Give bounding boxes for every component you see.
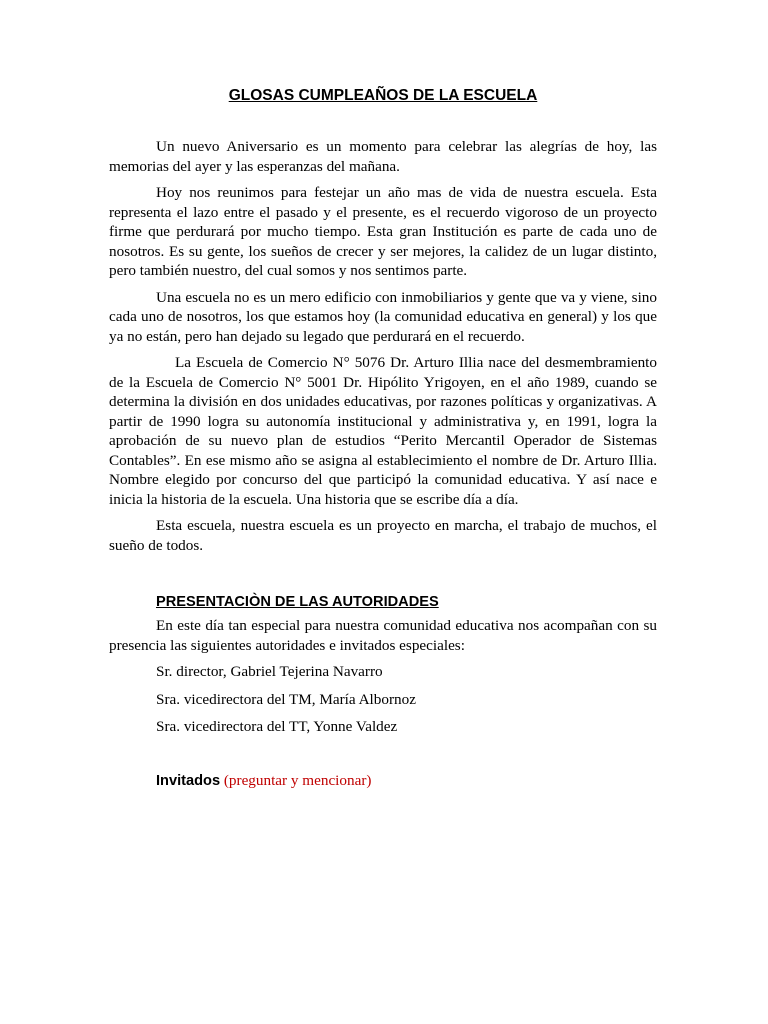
paragraph-anniversary: Un nuevo Aniversario es un momento para celebrar las alegrías de hoy, las memorias del ayer y las esperanzas del mañana. <box>109 138 657 175</box>
guests-label: Invitados <box>156 772 221 789</box>
document-page <box>109 86 657 791</box>
authorities-heading: PRESENTACIÒN DE LAS AUTORIDADES <box>156 594 439 610</box>
authorities-intro: En este día tan especial para nuestra comunidad educativa nos acompañan con su presencia las siguientes autoridades e invitados especiales: <box>109 617 657 654</box>
authority-item-vicedirector-tt: Sra. vicedirectora del TT, Yonne Valdez <box>156 718 398 735</box>
paragraph-school-meaning: Una escuela no es un mero edificio con inmobiliarios y gente que va y viene, sino cada uno de nosotros, los que estamos hoy (la comunidad educativa en general) y los que ya no están, pero han dejado su legado que perdurará en el recuerdo. <box>109 288 657 345</box>
authority-item-vicedirector-tm: Sra. vicedirectora del TM, María Albornoz <box>156 690 416 708</box>
paragraph-history: La Escuela de Comercio N° 5076 Dr. Arturo Illia nace del desmembramiento de la Escuela de Comercio N° 5001 Dr. Hipólito Yrigoyen, en el año 1989, cuando se determina la división en dos unidades educativas, por razones políticas y organizativas. A partir de 1990 logra su autonomía institucional y administrativa y, en 1991, logra la aprobación de su nuevo plan de estudios “Perito Mercantil Operador de Sistemas Contables”. En ese mismo año se asigna al establecimiento el nombre de Dr. Arturo Illia. Nombre elegido por concurso del que participó la comunidad educativa. Y así nace e inicia la historia de la escuela. Una historia que se escribe día a día. <box>109 354 657 508</box>
paragraph-celebration: Hoy nos reunimos para festejar un año mas de vida de nuestra escuela. Esta representa el lazo entre el pasado y el presente, es el recuerdo vigoroso de un proyecto firme que perdurará por mucho tiempo. Esta gran Institución es parte de cada uno de nosotros. Es su gente, los sueños de crecer y ser mejores, la calidez de un lugar distinto, pero también nuestro, del cual somos y nos sentimos parte. <box>109 184 657 279</box>
paragraph-project: Esta escuela, nuestra escuela es un proyecto en marcha, el trabajo de muchos, el sueño de todos. <box>109 517 657 554</box>
guests-line <box>156 771 657 791</box>
guests-note: (preguntar y mencionar) <box>223 771 372 789</box>
document-title: GLOSAS CUMPLEAÑOS DE LA ESCUELA <box>228 87 538 104</box>
authority-item-director: Sr. director, Gabriel Tejerina Navarro <box>156 663 383 680</box>
